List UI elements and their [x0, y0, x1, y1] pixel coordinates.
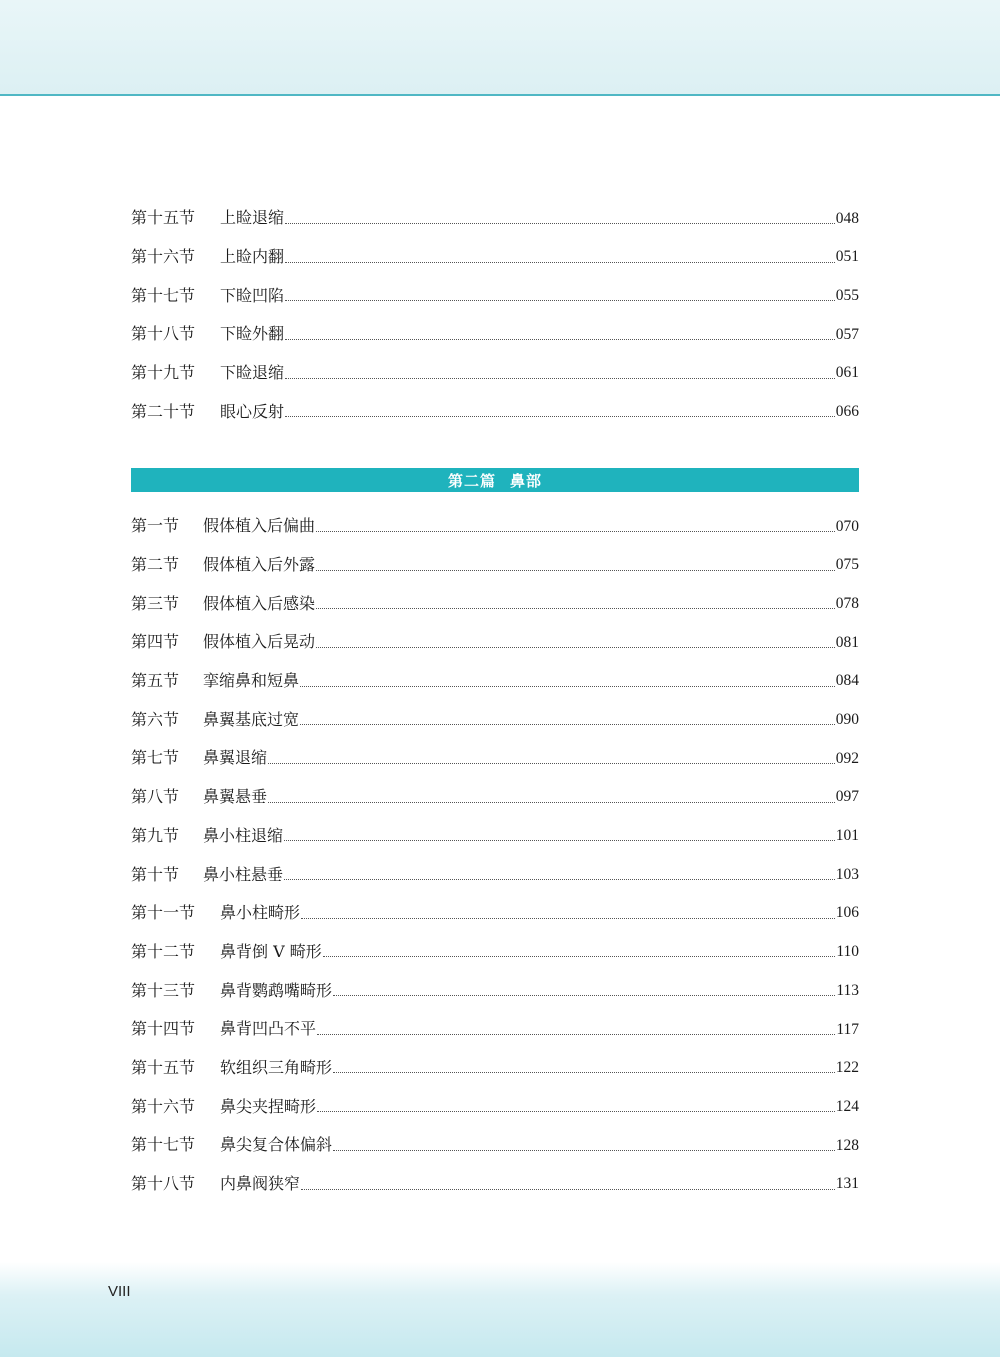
toc-entry [131, 855, 859, 894]
toc-page-number: 113 [836, 981, 859, 999]
toc-title: 鼻尖复合体偏斜 [220, 1135, 333, 1155]
toc-title: 鼻翼退缩 [203, 748, 268, 768]
toc-entry [131, 700, 859, 739]
toc-section-number: 第五节 [131, 671, 180, 691]
toc-title: 鼻翼悬垂 [203, 787, 268, 807]
toc-dot-leader [323, 956, 836, 957]
toc-section-number: 第三节 [131, 593, 180, 613]
toc-title: 鼻背倒 V 畸形 [220, 941, 322, 961]
toc-dot-leader [285, 300, 835, 301]
toc-dot-leader [333, 995, 835, 996]
toc-entry [131, 971, 859, 1010]
toc-page-number: 048 [835, 209, 859, 227]
toc-dot-leader [316, 531, 835, 532]
header-band [0, 0, 1000, 96]
toc-title: 挛缩鼻和短鼻 [203, 671, 300, 691]
toc-section-number: 第十节 [131, 864, 180, 884]
toc-entry [131, 817, 859, 856]
toc-dot-leader [285, 223, 835, 224]
toc-section-number: 第二节 [131, 555, 180, 575]
toc-entry [131, 546, 859, 585]
toc-title: 鼻尖夹捏畸形 [220, 1096, 317, 1116]
toc-entry [131, 933, 859, 972]
toc-title: 下睑凹陷 [220, 285, 285, 305]
toc-section-number: 第九节 [131, 825, 180, 845]
toc-section-number: 第十五节 [131, 208, 196, 228]
toc-entry [131, 894, 859, 933]
toc-title: 鼻背凹凸不平 [220, 1019, 317, 1039]
toc-list-part1 [131, 199, 859, 431]
toc-page-number: 101 [835, 827, 859, 845]
toc-dot-leader [333, 1150, 835, 1151]
toc-page-number: 066 [835, 403, 859, 421]
footer-band [0, 1262, 1000, 1357]
toc-title: 内鼻阀狭窄 [220, 1174, 301, 1194]
toc-title: 鼻小柱悬垂 [203, 864, 284, 884]
toc-title: 鼻小柱退缩 [203, 825, 284, 845]
toc-entry [131, 1165, 859, 1204]
toc-page-number: 122 [835, 1059, 859, 1077]
toc-title: 假体植入后感染 [203, 593, 316, 613]
toc-entry [131, 1087, 859, 1126]
toc-title: 下睑外翻 [220, 324, 285, 344]
toc-title: 眼心反射 [220, 401, 285, 421]
page-number: VIII [108, 1283, 131, 1300]
toc-entry [131, 354, 859, 393]
toc-title: 下睑退缩 [220, 363, 285, 383]
toc-entry [131, 276, 859, 315]
toc-page-number: 078 [835, 594, 859, 612]
toc-section-number: 第六节 [131, 709, 180, 729]
toc-section-number: 第十三节 [131, 980, 196, 1000]
toc-page-number: 081 [835, 633, 859, 651]
toc-dot-leader [316, 570, 835, 571]
toc-section-number: 第十六节 [131, 247, 196, 267]
toc-section-number: 第四节 [131, 632, 180, 652]
toc-entry [131, 739, 859, 778]
toc-title: 鼻背鹦鹉嘴畸形 [220, 980, 333, 1000]
toc-dot-leader [316, 647, 835, 648]
toc-section-number: 第七节 [131, 748, 180, 768]
toc-entry [131, 584, 859, 623]
toc-dot-leader [284, 879, 835, 880]
toc-dot-leader [333, 1072, 835, 1073]
toc-title: 鼻翼基底过宽 [203, 709, 300, 729]
toc-title: 软组织三角畸形 [220, 1057, 333, 1077]
toc-dot-leader [300, 724, 835, 725]
toc-page-number: 061 [835, 364, 859, 382]
toc-page-number: 103 [835, 865, 859, 883]
toc-page-number: 092 [835, 749, 859, 767]
toc-dot-leader [316, 608, 835, 609]
toc-section-number: 第十五节 [131, 1057, 196, 1077]
part-header [131, 468, 859, 492]
toc-section-number: 第十八节 [131, 324, 196, 344]
toc-title: 鼻小柱畸形 [220, 903, 301, 923]
toc-section-number: 第十二节 [131, 941, 196, 961]
toc-page-number: 124 [835, 1097, 859, 1115]
toc-entry [131, 778, 859, 817]
toc-title: 假体植入后晃动 [203, 632, 316, 652]
toc-section-number: 第十九节 [131, 363, 196, 383]
toc-section-number: 第十七节 [131, 1135, 196, 1155]
toc-entry [131, 1126, 859, 1165]
part-label: 第二篇 [447, 471, 496, 490]
toc-dot-leader [301, 1189, 835, 1190]
toc-page-number: 117 [836, 1020, 859, 1038]
toc-page-number: 131 [835, 1175, 859, 1193]
toc-page-number: 110 [836, 943, 859, 961]
toc-entry [131, 507, 859, 546]
toc-section-number: 第十八节 [131, 1174, 196, 1194]
toc-entry [131, 238, 859, 277]
toc-dot-leader [317, 1111, 835, 1112]
toc-section-number: 第十六节 [131, 1096, 196, 1116]
toc-dot-leader [285, 416, 835, 417]
toc-page-number: 084 [835, 672, 859, 690]
toc-title: 假体植入后偏曲 [203, 516, 316, 536]
toc-section-number: 第一节 [131, 516, 180, 536]
toc-section-number: 第十四节 [131, 1019, 196, 1039]
toc-entry [131, 1049, 859, 1088]
toc-title: 上睑内翻 [220, 247, 285, 267]
toc-title: 假体植入后外露 [203, 555, 316, 575]
toc-page-number: 057 [835, 325, 859, 343]
toc-dot-leader [285, 339, 835, 340]
toc-section-number: 第十七节 [131, 285, 196, 305]
toc-section-number: 第八节 [131, 787, 180, 807]
toc-dot-leader [317, 1034, 835, 1035]
toc-dot-leader [284, 840, 835, 841]
toc-list-part2 [131, 507, 859, 1203]
toc-page-number: 128 [835, 1136, 859, 1154]
toc-dot-leader [300, 686, 835, 687]
toc-page-number: 055 [835, 286, 859, 304]
toc-section-number: 第二十节 [131, 401, 196, 421]
toc-page-number: 070 [835, 517, 859, 535]
toc-page-number: 090 [835, 711, 859, 729]
toc-title: 上睑退缩 [220, 208, 285, 228]
toc-entry [131, 199, 859, 238]
toc-entry [131, 623, 859, 662]
toc-dot-leader [268, 763, 835, 764]
toc-section-number: 第十一节 [131, 903, 196, 923]
part-title: 鼻部 [510, 471, 543, 490]
toc-dot-leader [301, 918, 835, 919]
toc-entry [131, 1010, 859, 1049]
toc-entry [131, 392, 859, 431]
toc-page-number: 097 [835, 788, 859, 806]
toc-entry [131, 315, 859, 354]
toc-dot-leader [285, 378, 835, 379]
toc-dot-leader [268, 802, 835, 803]
toc-dot-leader [285, 262, 835, 263]
toc-entry [131, 662, 859, 701]
toc-page-number: 051 [835, 248, 859, 266]
toc-page-number: 075 [835, 556, 859, 574]
toc-page-number: 106 [835, 904, 859, 922]
